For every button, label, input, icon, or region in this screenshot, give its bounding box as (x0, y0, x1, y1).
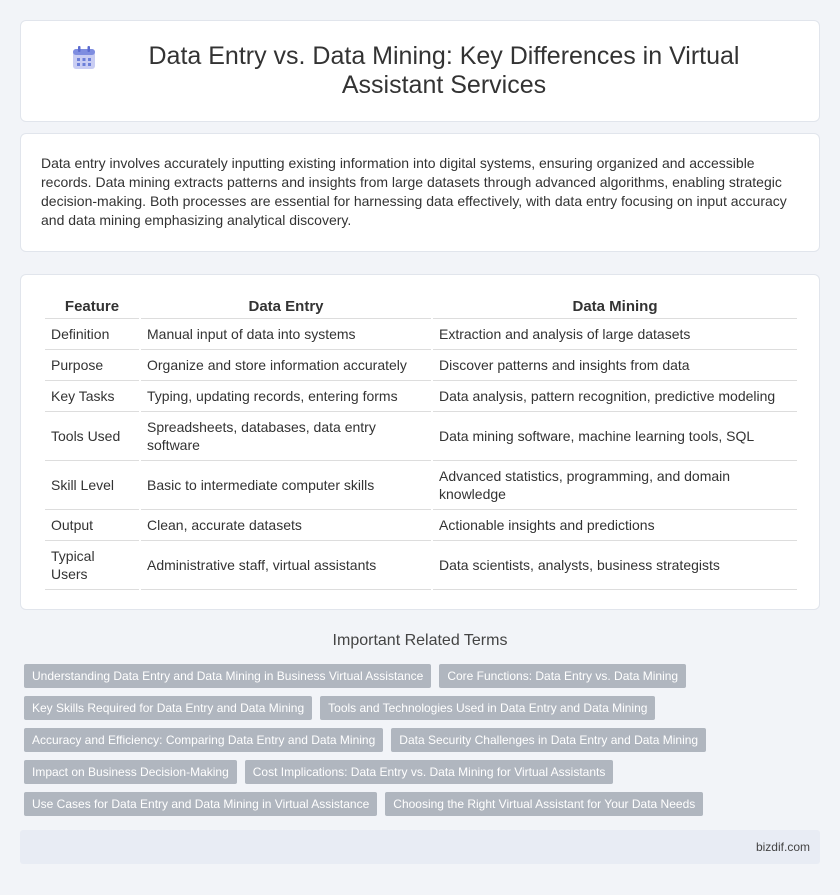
row-data-entry: Typing, updating records, entering forms (141, 381, 431, 412)
related-tag[interactable]: Use Cases for Data Entry and Data Mining in Virtual Assistance (24, 792, 377, 816)
row-data-mining: Discover patterns and insights from data (433, 350, 797, 381)
row-data-entry: Manual input of data into systems (141, 319, 431, 350)
footer-site-link[interactable]: bizdif.com (755, 840, 810, 854)
row-data-mining: Data analysis, pattern recognition, predictive modeling (433, 381, 797, 412)
row-data-mining: Data mining software, machine learning tools, SQL (433, 412, 797, 461)
related-tag[interactable]: Choosing the Right Virtual Assistant for Your Data Needs (385, 792, 703, 816)
table-row (45, 350, 797, 381)
row-data-mining: Data scientists, analysts, business strategists (433, 541, 797, 590)
row-feature: Purpose (45, 350, 139, 381)
row-data-mining: Advanced statistics, programming, and domain knowledge (433, 461, 797, 510)
row-data-entry: Spreadsheets, databases, data entry software (141, 412, 431, 461)
row-data-entry: Clean, accurate datasets (141, 510, 431, 541)
row-data-entry: Administrative staff, virtual assistants (141, 541, 431, 590)
row-feature: Typical Users (45, 541, 139, 590)
related-tag[interactable]: Data Security Challenges in Data Entry and Data Mining (391, 728, 706, 752)
table-row (45, 319, 797, 350)
table-header-row (45, 295, 797, 319)
row-feature: Output (45, 510, 139, 541)
header-card (20, 20, 820, 122)
related-tag[interactable]: Impact on Business Decision-Making (24, 760, 237, 784)
related-tag[interactable]: Understanding Data Entry and Data Mining in Business Virtual Assistance (24, 664, 431, 688)
table-row (45, 461, 797, 510)
row-feature: Tools Used (45, 412, 139, 461)
table-row (45, 412, 797, 461)
table-row (45, 510, 797, 541)
related-tag[interactable]: Accuracy and Efficiency: Comparing Data Entry and Data Mining (24, 728, 383, 752)
calendar-icon (70, 44, 98, 72)
table-row (45, 541, 797, 590)
header-data-mining: Data Mining (433, 295, 797, 319)
row-data-mining: Extraction and analysis of large datasets (433, 319, 797, 350)
related-tag[interactable]: Tools and Technologies Used in Data Entry and Data Mining (320, 696, 655, 720)
row-data-entry: Basic to intermediate computer skills (141, 461, 431, 510)
related-terms-title: Important Related Terms (332, 632, 508, 649)
header-data-entry: Data Entry (141, 295, 431, 319)
comparison-table (43, 295, 799, 590)
related-tag[interactable]: Core Functions: Data Entry vs. Data Mining (439, 664, 686, 688)
table-row (45, 381, 797, 412)
row-feature: Key Tasks (45, 381, 139, 412)
related-tag[interactable]: Cost Implications: Data Entry vs. Data Mining for Virtual Assistants (245, 760, 614, 784)
row-feature: Definition (45, 319, 139, 350)
footer (20, 830, 820, 864)
row-feature: Skill Level (45, 461, 139, 510)
related-terms-tags (24, 664, 814, 816)
intro-text: Data entry involves accurately inputting existing information into digital systems, ensuring organized and accessible records. Data mining extracts patterns and insights from large datasets through advanced algorithms, enabling strategic decision-making. Both processes are essential for harnessing data effectively, with data entry focusing on input accuracy and data mining emphasizing analytical discovery. (41, 155, 787, 228)
related-tag[interactable]: Key Skills Required for Data Entry and Data Mining (24, 696, 312, 720)
row-data-mining: Actionable insights and predictions (433, 510, 797, 541)
intro-card (20, 133, 820, 252)
page-title: Data Entry vs. Data Mining: Key Differences in Virtual Assistant Services (148, 42, 740, 99)
row-data-entry: Organize and store information accurately (141, 350, 431, 381)
comparison-table-card (20, 274, 820, 610)
header-feature: Feature (45, 295, 139, 319)
